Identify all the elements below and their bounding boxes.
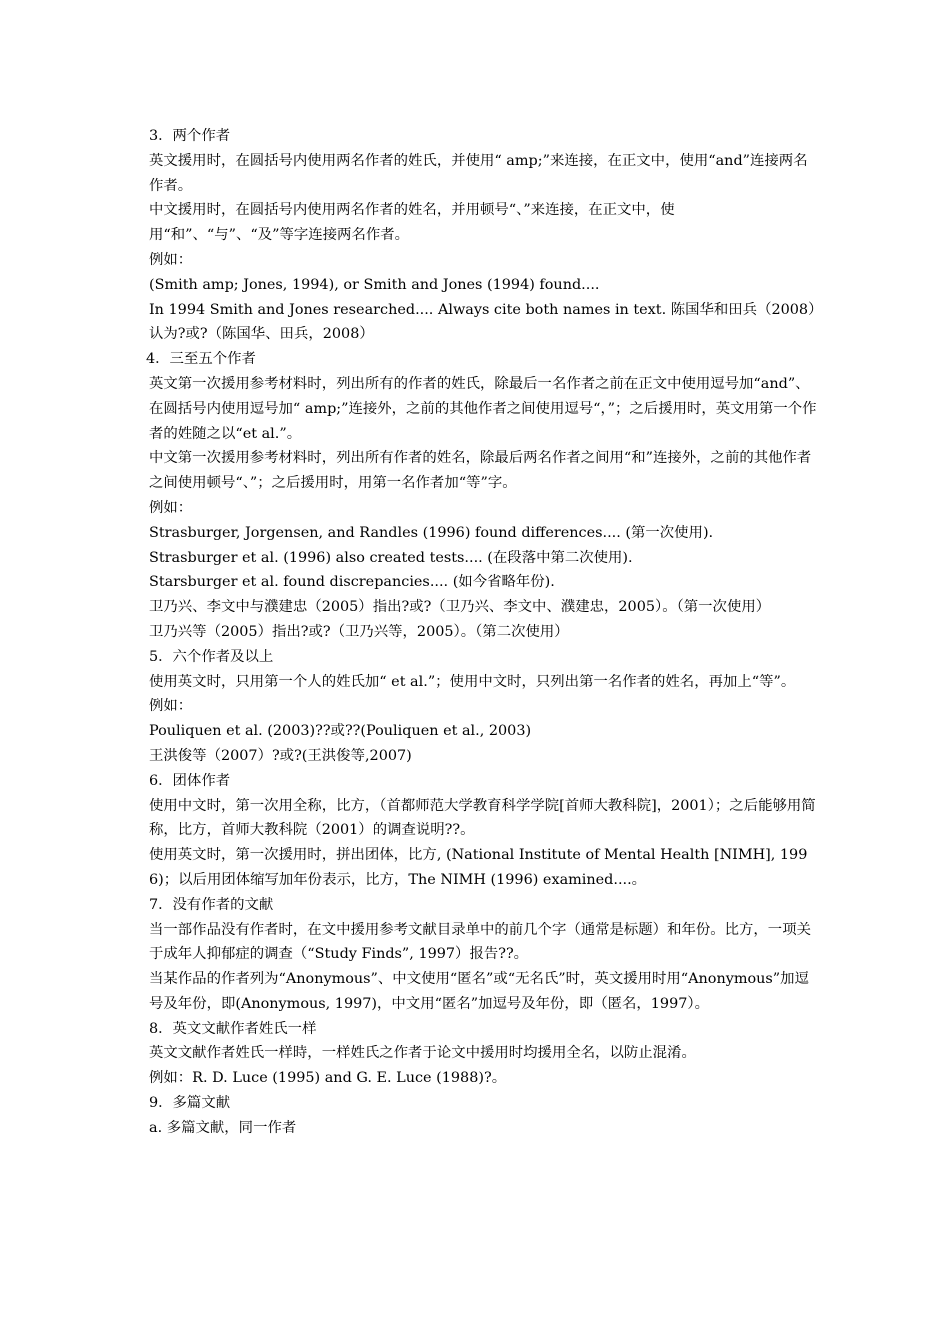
example-line: Strasburger et al. (1996) also created tests.... (在段落中第二次使用). — [149, 549, 633, 566]
paragraph: 当某作品的作者列为“Anonymous”、中文使用“匿名”或“无名氏”时，英文援用时用“Anonymous”加逗号及年份，即(Anonymous, 1997)，中文用“匿名”加逗号及年份，即（匿名，1997）。 — [149, 971, 809, 1012]
heading-group-author: 6．团体作者 — [149, 772, 231, 789]
paragraph: 使用英文时，第一次援用时，拼出团体，比方, (National Institute of Mental Health [NIMH], 1996)；以后用团体缩写加年份表示，比方，The NIMH (1996) examined....。 — [149, 847, 808, 888]
example-line: (Smith amp; Jones, 1994), or Smith and Jones (1994) found.... — [149, 276, 600, 293]
heading-same-surname: 8．英文文献作者姓氏一样 — [149, 1020, 317, 1037]
example-line: 卫乃兴等（2005）指出?或?（卫乃兴等，2005）。（第二次使用） — [149, 623, 569, 640]
heading-three-to-five-authors: 4．三至五个作者 — [146, 351, 256, 368]
document-page — [146, 124, 818, 1141]
example-line: In 1994 Smith and Jones researched.... Always cite both names in text. 陈国华和田兵（2008）认为?或?（陈国华、田兵，2008） — [149, 301, 816, 343]
paragraph: 英文援用时，在圆括号内使用两名作者的姓氏，并使用“ amp;”来连接，在正文中，使用“and”连接两名作者。 — [149, 152, 808, 194]
example-line: 王洪俊等（2007）?或?(王洪俊等,2007) — [149, 747, 412, 764]
example-line: 例如：R. D. Luce (1995) and G. E. Luce (1988)?。 — [149, 1070, 507, 1087]
example-line: Pouliquen et al. (2003)??或??(Pouliquen et al., 2003) — [149, 723, 532, 740]
paragraph: 中文第一次援用参考材料时，列出所有作者的姓名，除最后两名作者之间用“和”连接外，之前的其他作者之间使用顿号“、”；之后援用时，用第一名作者加“等”字。 — [149, 450, 812, 492]
heading-six-or-more-authors: 5．六个作者及以上 — [149, 648, 274, 665]
example-label: 例如： — [149, 698, 193, 715]
example-line: Starsburger et al. found discrepancies.... (如今省略年份). — [149, 574, 555, 591]
sub-heading: a. 多篇文献，同一作者 — [149, 1119, 297, 1136]
paragraph: 使用中文时，第一次用全称，比方，（首都师范大学教育科学学院[首师大教科院]，2001）；之后能够用简称，比方，首师大教科院（2001）的调查说明??。 — [149, 797, 816, 839]
example-label: 例如： — [149, 251, 193, 268]
heading-no-author: 7．没有作者的文献 — [149, 896, 274, 913]
heading-two-authors: 3．两个作者 — [149, 128, 231, 144]
paragraph: 使用英文时，只用第一个人的姓氏加“ et al.”；使用中文时，只列出第一名作者的姓名，再加上“等”。 — [149, 673, 796, 690]
heading-multiple-works: 9．多篇文献 — [149, 1095, 231, 1112]
example-line: Strasburger, Jorgensen, and Randles (1996) found differences.... (第一次使用). — [149, 524, 714, 541]
paragraph: 英文第一次援用参考材料时，列出所有的作者的姓氏，除最后一名作者之前在正文中使用逗号加“and”、在圆括号内使用逗号加“ amp;”连接外，之前的其他作者之间使用逗号“，”；之后援用时，英文用第一个作者的姓随之以“et al.”。 — [149, 375, 817, 442]
paragraph: 英文文献作者姓氏一样時，一样姓氏之作者于论文中援用时均援用全名，以防止混淆。 — [149, 1045, 696, 1062]
paragraph: 当一部作品没有作者时，在文中援用参考文献目录单中的前几个字（通常是标题）和年份。比方，一项关于成年人抑郁症的调查（“Study Finds”, 1997）报告??。 — [149, 921, 811, 963]
example-line: 卫乃兴、李文中与濮建忠（2005）指出?或?（卫乃兴、李文中、濮建忠，2005）。（第一次使用） — [149, 599, 771, 616]
paragraph: 中文援用时，在圆括号内使用两名作者的姓名，并用顿号“、”来连接，在正文中，使用“和”、“与”、“及”等字连接两名作者。 — [149, 202, 675, 244]
example-label: 例如： — [149, 499, 193, 516]
